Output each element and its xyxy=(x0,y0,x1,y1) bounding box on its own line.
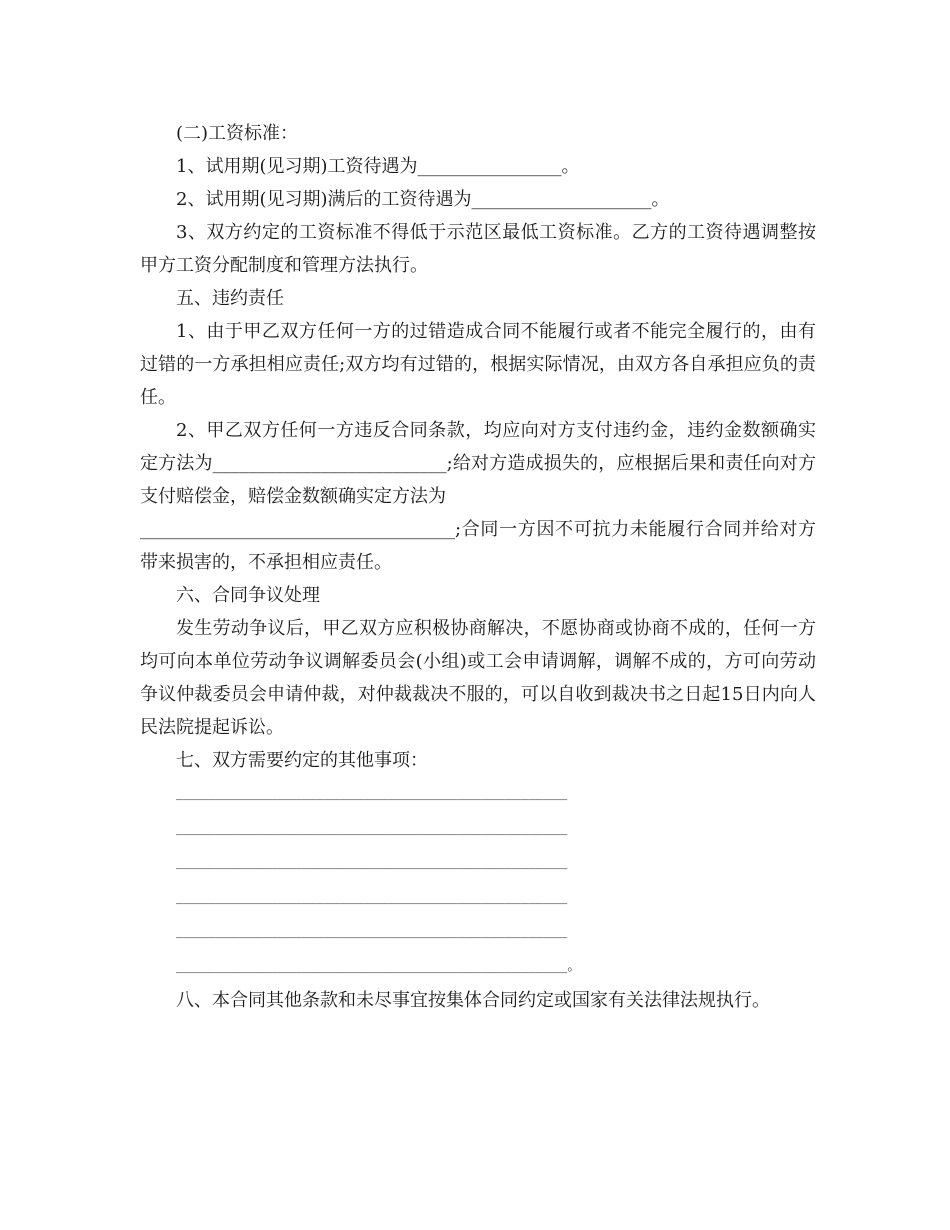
other-matters-heading: 七、双方需要约定的其他事项： xyxy=(176,750,428,771)
wage-after-probation-item: 2、试用期(见习期)满后的工资待遇为____________________。 xyxy=(176,189,670,210)
blank-line: __________________________________________________ xyxy=(176,786,568,801)
breach-item-1: 1、由于甲乙双方任何一方的过错造成合同不能履行或者不能完全履行的，由有过错的一方承担相应责任;双方均有过错的，根据实际情况，由双方各自承担应负的责任。 xyxy=(140,321,816,408)
wage-minimum-standard-item: 3、双方约定的工资标准不得低于示范区最低工资标准。乙方的工资待遇调整按甲方工资分配制度和管理方法执行。 xyxy=(140,222,816,276)
wage-standard-heading: (二)工资标准： xyxy=(176,123,299,144)
dispute-body: 发生劳动争议后，甲乙双方应积极协商解决，不愿协商或协商不成的，任何一方均可向本单位劳动争议调解委员会(小组)或工会申请调解，调解不成的，方可向劳动争议仲裁委员会申请仲裁，对仲裁裁决不服的，可以自收到裁决书之日起15日内向人民法院提起诉讼。 xyxy=(140,618,816,738)
breach-heading: 五、违约责任 xyxy=(176,288,284,309)
other-matters-blank-lines xyxy=(140,777,816,984)
dispute-heading: 六、合同争议处理 xyxy=(176,585,320,606)
blank-line: __________________________________________________ xyxy=(176,820,568,836)
blank-line: __________________________________________________。 xyxy=(176,958,581,974)
breach-item-2: 2、甲乙双方任何一方违反合同条款，均应向对方支付违约金，违约金数额确实定方法为__________________________;给对方造成损失的，应根据后果和责任向对方支付赔偿金，赔偿金数额确实定方法为 xyxy=(140,420,816,507)
document-body xyxy=(140,117,816,1017)
wage-probation-item: 1、试用期(见习期)工资待遇为________________。 xyxy=(176,156,580,177)
blank-line: __________________________________________________ xyxy=(176,855,568,870)
blank-line: __________________________________________________ xyxy=(176,889,568,905)
blank-line: __________________________________________________ xyxy=(176,924,568,939)
final-clause: 八、本合同其他条款和未尽事宜按集体合同约定或国家有关法律法规执行。 xyxy=(176,990,770,1011)
breach-item-2-continued: ___________________________________;合同一方因不可抗力未能履行合同并给对方带来损害的，不承担相应责任。 xyxy=(140,519,816,573)
